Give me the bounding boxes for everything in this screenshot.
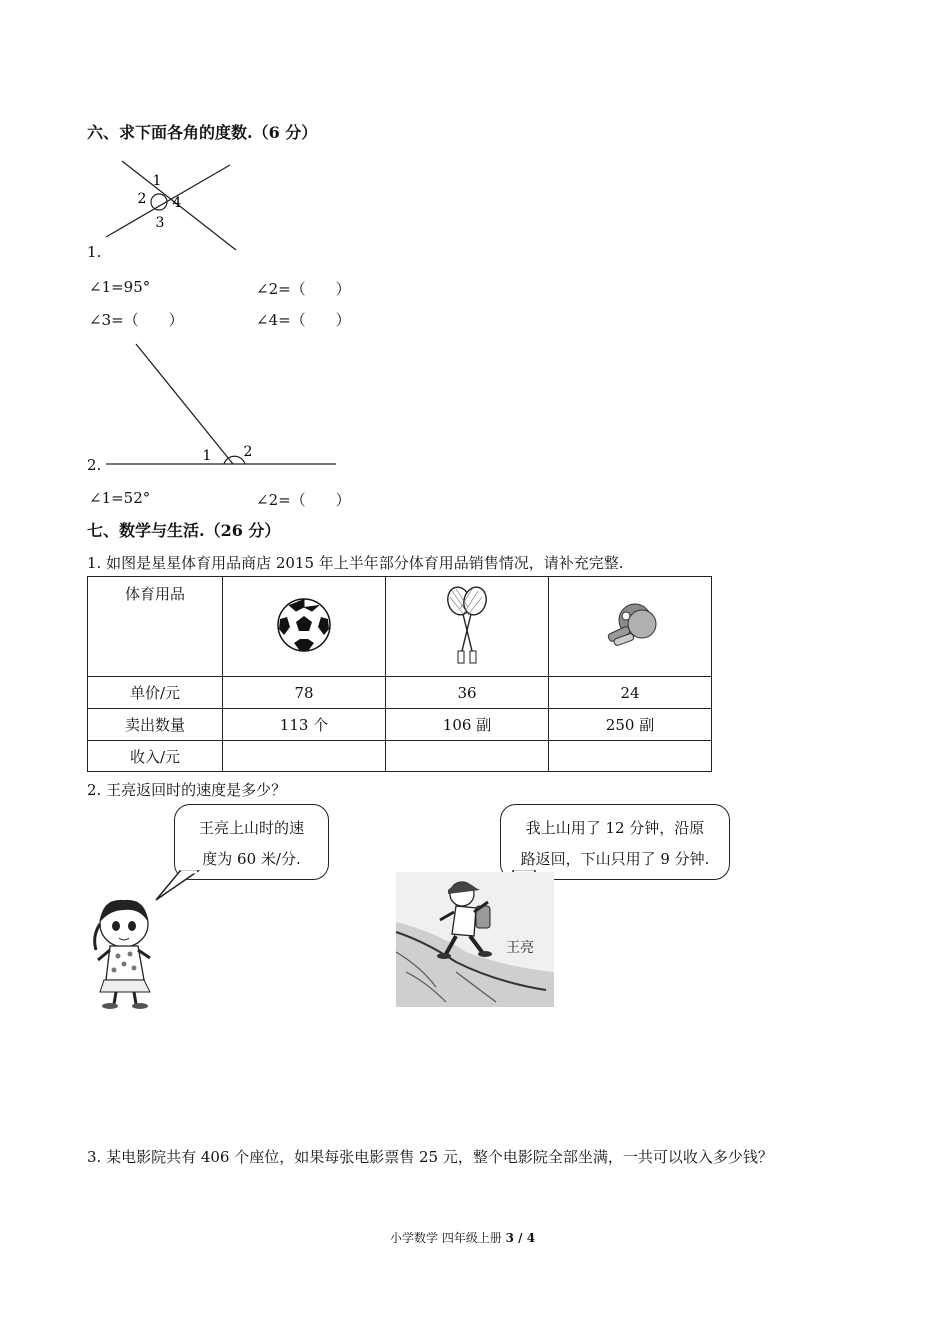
girl-illustration: [88, 888, 168, 1010]
table-row: [88, 577, 712, 677]
hiking-scene: [396, 872, 554, 1007]
q1-angle-1: ∠1=95°: [89, 278, 151, 296]
page-number: 3 / 4: [505, 1231, 536, 1245]
q7-2-text: 2. 王亮返回时的速度是多少？: [87, 781, 287, 799]
table-header-cell: 体育用品: [88, 577, 223, 677]
bubble-line: 路返回，下山只用了 9 分钟.: [520, 850, 710, 868]
row-label: 卖出数量: [88, 709, 223, 741]
item-cell: [549, 577, 712, 677]
q1-angle-4-blank[interactable]: ∠4=（ ）: [256, 311, 351, 329]
angle-label-2: 2: [243, 444, 253, 460]
section-6-title: 六、求下面各角的度数.（6 分）: [87, 123, 318, 142]
q2-angle-1: ∠1=52°: [89, 489, 151, 507]
income-blank-cell[interactable]: [386, 741, 549, 772]
row-label: 收入/元: [88, 741, 223, 772]
income-blank-cell[interactable]: [223, 741, 386, 772]
angle-label-2: 2: [137, 191, 147, 207]
bubble-line: 我上山用了 12 分钟，沿原: [525, 819, 705, 837]
q2-angle-2-blank[interactable]: ∠2=（ ）: [256, 491, 351, 509]
angle-label-1: 1: [202, 448, 212, 464]
straight-angle-figure: [100, 340, 340, 470]
section-7-title: 七、数学与生活.（26 分）: [87, 521, 281, 540]
item-cell: [386, 577, 549, 677]
angle-label-4: 4: [172, 195, 182, 211]
speech-bubble-right: [500, 804, 730, 880]
badminton-rackets-icon: [442, 585, 492, 665]
q1-angle-3-blank[interactable]: ∠3=（ ）: [89, 311, 184, 329]
footer-subject: 小学数学 四年级上册: [390, 1231, 502, 1245]
quantity-cell: 113 个: [223, 709, 386, 741]
sales-table: [87, 576, 712, 772]
price-cell: 36: [386, 677, 549, 709]
quantity-cell: 106 副: [386, 709, 549, 741]
bubble-line: 度为 60 米/分.: [202, 850, 301, 868]
q1-angle-2-blank[interactable]: ∠2=（ ）: [256, 280, 351, 298]
angle-label-3: 3: [155, 215, 165, 231]
table-row: [88, 709, 712, 741]
price-cell: 24: [549, 677, 712, 709]
item-cell: [223, 577, 386, 677]
intersecting-lines-figure: [100, 155, 250, 255]
ping-pong-paddles-icon: [602, 600, 658, 650]
page-footer: [390, 1229, 535, 1246]
table-row: [88, 741, 712, 772]
speech-bubble-left: [174, 804, 329, 880]
soccer-ball-icon: [276, 597, 332, 653]
q2-number: 2.: [87, 456, 102, 474]
q7-3-text: 3. 某电影院共有 406 个座位，如果每张电影票售 25 元，整个电影院全部坐满，一共可以收入多少钱？: [87, 1148, 773, 1166]
table-row: [88, 677, 712, 709]
price-cell: 78: [223, 677, 386, 709]
angle-label-1: 1: [152, 173, 162, 189]
row-label: 单价/元: [88, 677, 223, 709]
boy-hiking-illustration: [396, 872, 554, 1007]
q7-1-text: 1. 如图是星星体育用品商店 2015 年上半年部分体育用品销售情况，请补充完整.: [87, 554, 624, 572]
income-blank-cell[interactable]: [549, 741, 712, 772]
bubble-line: 王亮上山时的速: [198, 819, 304, 837]
name-label: 王亮: [506, 940, 534, 956]
q1-number: 1.: [87, 243, 102, 261]
quantity-cell: 250 副: [549, 709, 712, 741]
